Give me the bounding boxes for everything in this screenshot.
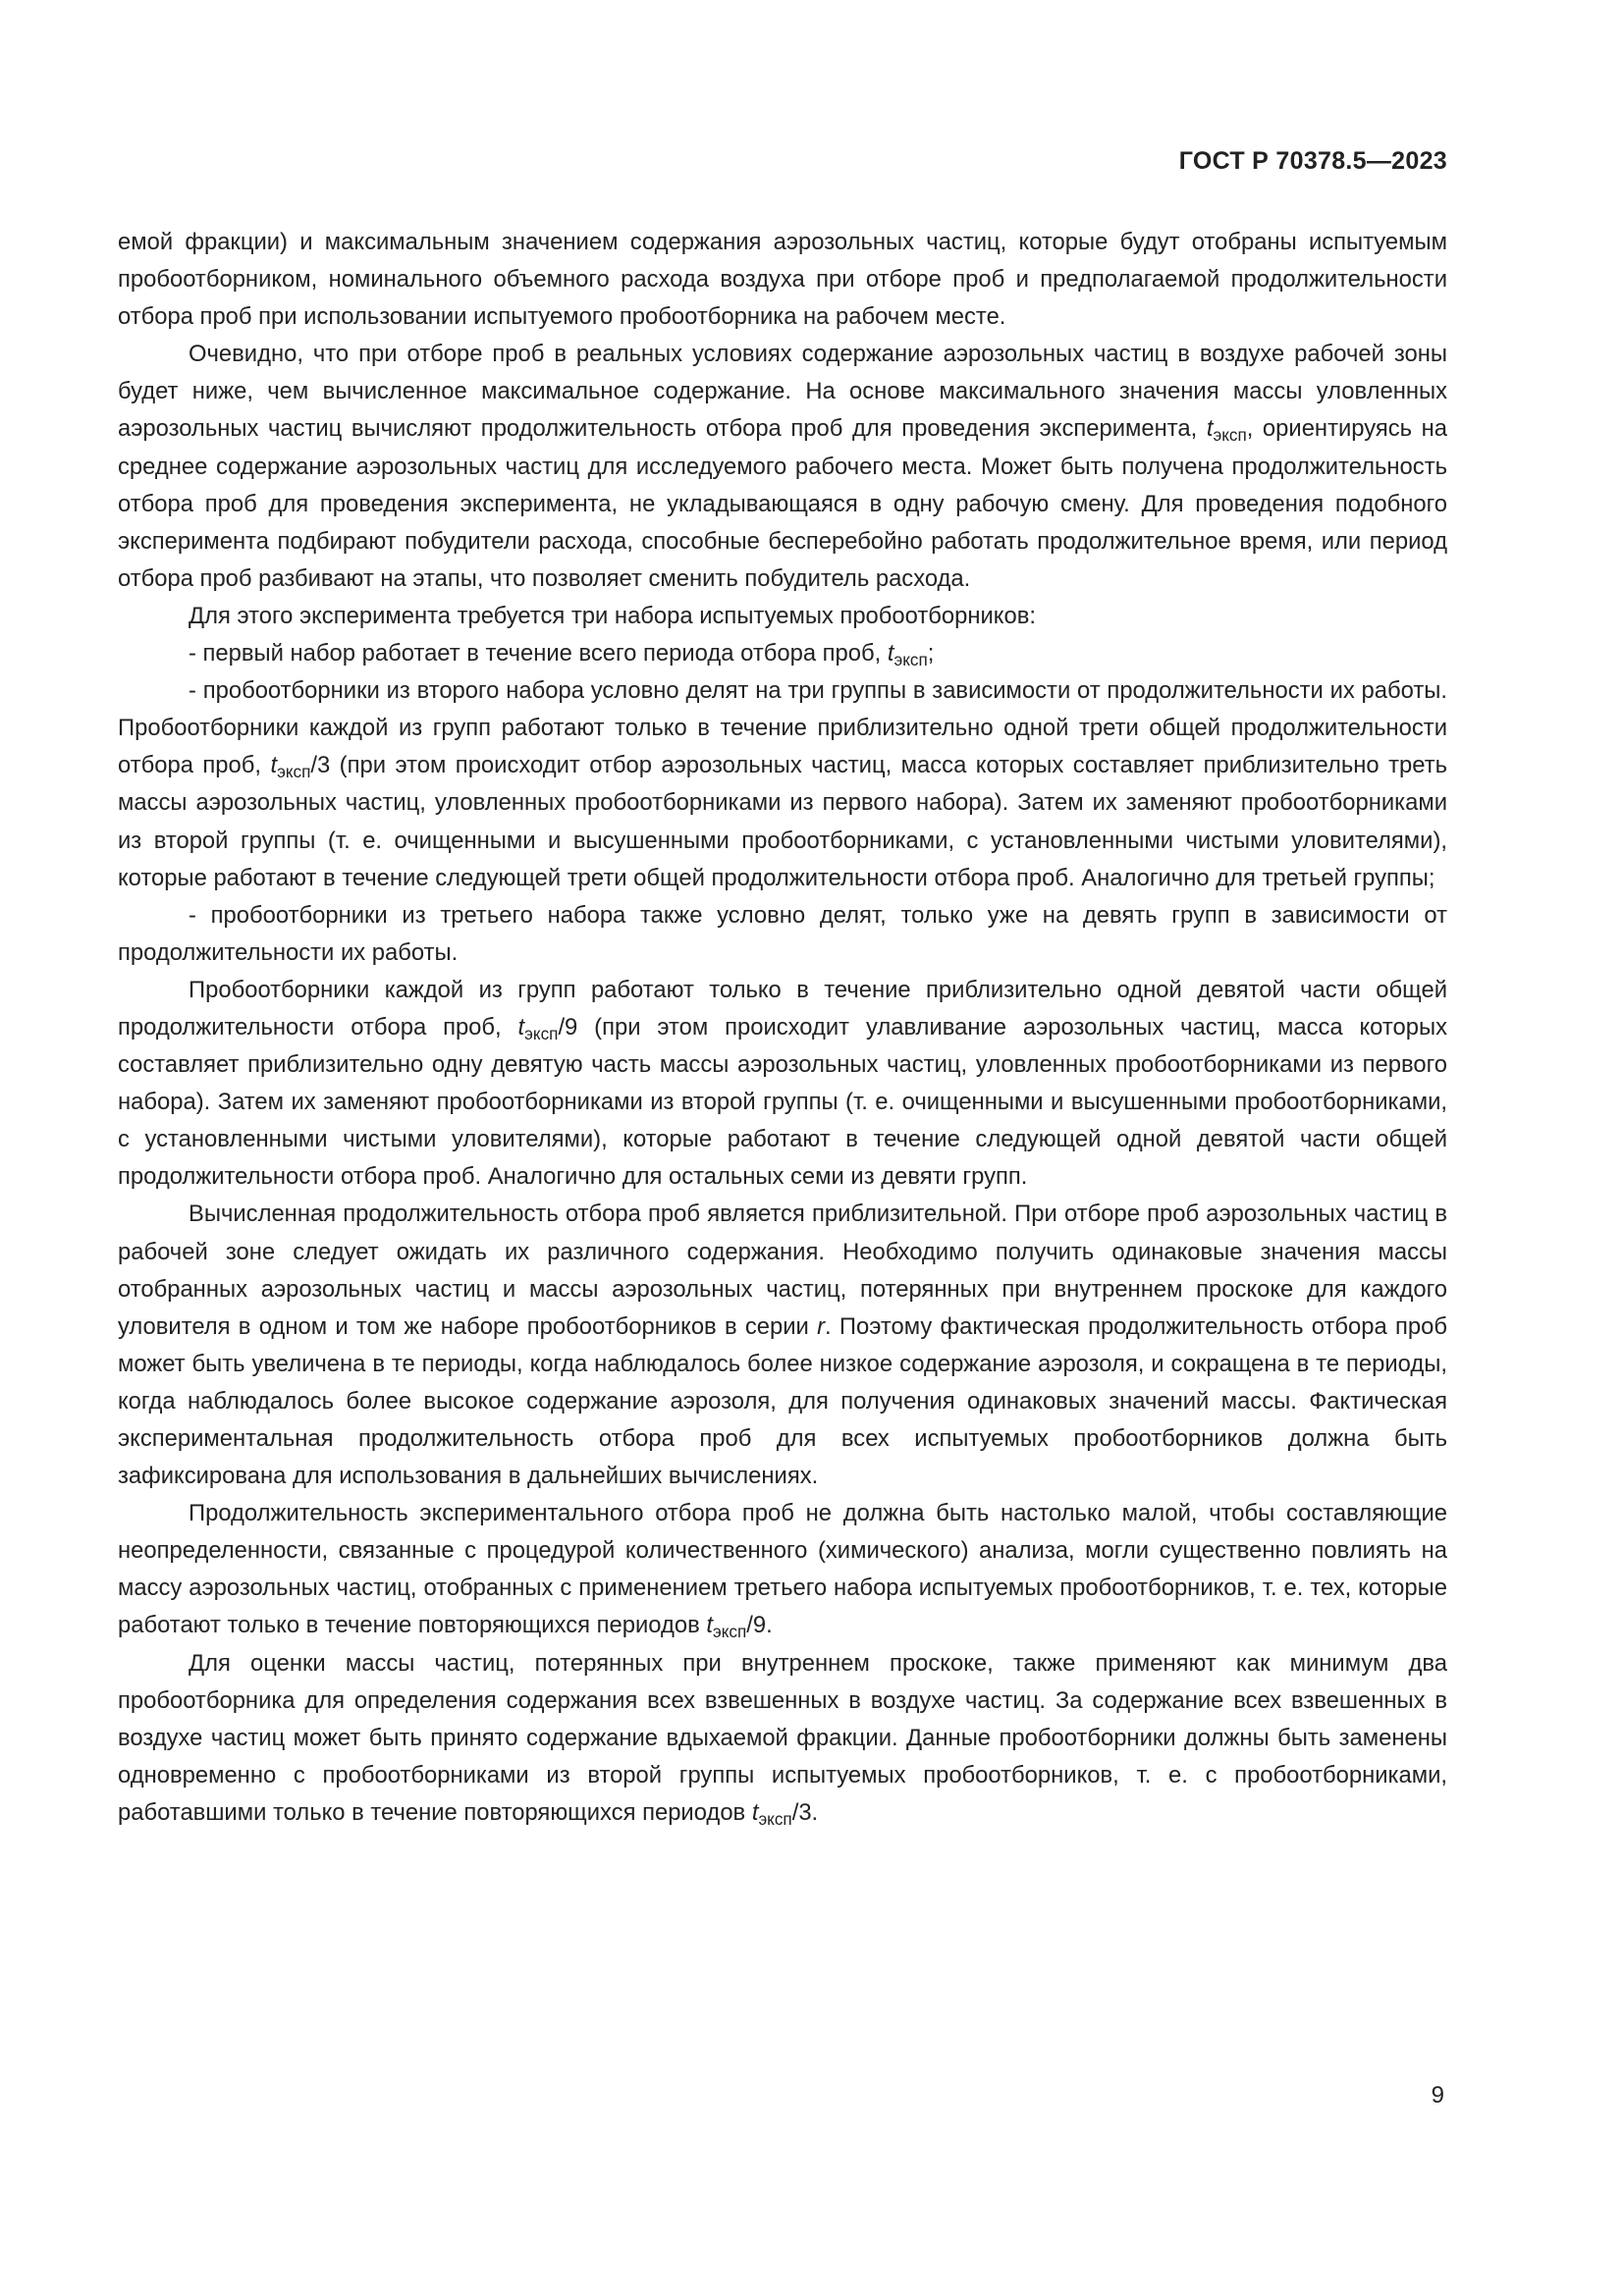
t-symbol: t — [706, 1612, 713, 1639]
body-text — [118, 224, 1447, 1832]
p5-text-b: /3 (при этом происходит отбор аэрозольных частиц, масса которых составляет приблизительно треть массы аэрозольных частиц, уловленных пробоотборниками из первого набора). Затем их заменяют пробоотборниками из второй группы (т. е. очищенными и высушенными пробоотборниками, с установленными чистыми уловителями), которые работают в течение следующей трети общей продолжительности отбора проб. Аналогично для третьей группы; — [118, 752, 1448, 891]
p5-text-a: - пробоотборники из второго набора условно делят на три группы в зависимости от продолжительности их работы. Пробоотборники каждой из групп работают только в течение приблизительно одной трети общей продолжительности отбора проб, — [118, 677, 1447, 779]
p9-text-a: Продолжительность экспериментального отбора проб не должна быть настолько малой, чтобы составляющие неопределенности, связанные с процедурой количественного (химического) анализа, могли существенно повлиять на массу аэрозольных частиц, отобранных с применением третьего набора испытуемых пробоотборников, т. е. тех, которые работают только в течение повторяющихся периодов — [118, 1500, 1447, 1639]
paragraph-3: Для этого эксперимента требуется три набора испытуемых пробоотборников: — [189, 602, 1036, 629]
paragraph-9 — [118, 1495, 1447, 1644]
p4-text-b: ; — [927, 640, 935, 667]
t-symbol: t — [751, 1798, 759, 1826]
p10-text-a: Для оценки массы частиц, потерянных при внутреннем проскоке, также применяют как минимум два пробоотборника для определения содержания всех взвешенных в воздухе частиц. За содержание всех взвешенных в воздухе частиц может быть принято содержание вдыхаемой фракции. Данные пробоотборники должны быть заменены одновременно с пробоотборниками из второй группы испытуемых пробоотборников, т. е. с пробоотборниками, работавшими только в течение повторяющихся периодов — [118, 1649, 1447, 1826]
t-subscript: эксп — [712, 1622, 747, 1642]
paragraph-7 — [118, 972, 1447, 1197]
paragraph-6: - пробоотборники из третьего набора также условно делят, только уже на девять групп в зависимости от продолжительности их работы. — [118, 901, 1447, 966]
t-symbol: t — [1206, 415, 1214, 443]
p10-text-b: /3. — [791, 1798, 819, 1826]
t-symbol: t — [270, 752, 278, 779]
p4-text-a: - первый набор работает в течение всего периода отбора проб, — [189, 640, 888, 667]
p7-text-a: Пробоотборники каждой из групп работают только в течение приблизительно одной девятой части общей продолжительности отбора проб, — [118, 976, 1447, 1041]
p9-text-b: /9. — [746, 1612, 773, 1639]
paragraph-4 — [118, 635, 1447, 672]
paragraph-10 — [118, 1645, 1447, 1832]
r-symbol: r — [817, 1312, 826, 1340]
paragraph-1: емой фракции) и максимальным значением содержания аэрозольных частиц, которые будут отобраны испытуемым пробоотборником, номинального объемного расхода воздуха при отборе проб и предполагаемой продолжительности отбора проб при использовании испытуемого пробоотборника на рабочем месте. — [118, 229, 1447, 331]
t-subscript: эксп — [893, 650, 928, 670]
p2-text-b: , ориентируясь на среднее содержание аэрозольных частиц для исследуемого рабочего места. Может быть получена продолжительность отбора проб для проведения эксперимента, не укладывающаяся в одну рабочую смену. Для проведения подобного эксперимента подбирают побудители расхода, способные бесперебойно работать продолжительное время, или период отбора проб разбивают на этапы, что позволяет сменить побудитель расхода. — [118, 415, 1448, 592]
paragraph-8 — [118, 1196, 1447, 1495]
p8-text-a: Вычисленная продолжительность отбора проб является приблизительной. При отборе проб аэрозольных частиц в рабочей зоне следует ожидать их различного содержания. Необходимо получить одинаковые значения массы отобранных аэрозольных частиц и массы аэрозольных частиц, потерянных при внутреннем проскоке для каждого уловителя в одном и том же наборе пробоотборников в серии — [118, 1201, 1447, 1340]
p7-text-b: /9 (при этом происходит улавливание аэрозольных частиц, масса которых составляет приблизительно одну девятую часть массы аэрозольных частиц, уловленных пробоотборниками из первого набора). Затем их заменяют пробоотборниками из второй группы (т. е. очищенными и высушенными пробоотборниками, с установленными чистыми уловителями), которые работают в течение следующей одной девятой части общей продолжительности отбора проб. Аналогично для остальных семи из девяти групп. — [118, 1013, 1447, 1191]
t-symbol: t — [517, 1013, 525, 1041]
p8-text-b: . Поэтому фактическая продолжительность отбора проб может быть увеличена в те периоды, когда наблюдалось более низкое содержание аэрозоля, и сокращена в те периоды, когда наблюдалось более высокое содержание аэрозоля, для получения одинаковых значений массы. Фактическая экспериментальная продолжительность отбора проб для всех испытуемых пробоотборников должна быть зафиксирована для использования в дальнейших вычислениях. — [118, 1312, 1447, 1490]
t-subscript: эксп — [524, 1024, 559, 1044]
document-code-header: ГОСТ Р 70378.5—2023 — [1178, 147, 1447, 175]
t-subscript: эксп — [1213, 425, 1247, 446]
paragraph-2 — [118, 336, 1447, 598]
paragraph-5 — [118, 672, 1447, 897]
p2-text-a: Очевидно, что при отборе проб в реальных условиях содержание аэрозольных частиц в воздухе рабочей зоны будет ниже, чем вычисленное максимальное содержание. На основе максимального значения массы уловленных аэрозольных частиц вычисляют продолжительность отбора проб для проведения эксперимента, — [118, 341, 1447, 443]
page-number: 9 — [1431, 2082, 1444, 2109]
t-symbol: t — [887, 640, 894, 667]
t-subscript: эксп — [758, 1809, 792, 1830]
t-subscript: эксп — [277, 762, 311, 782]
